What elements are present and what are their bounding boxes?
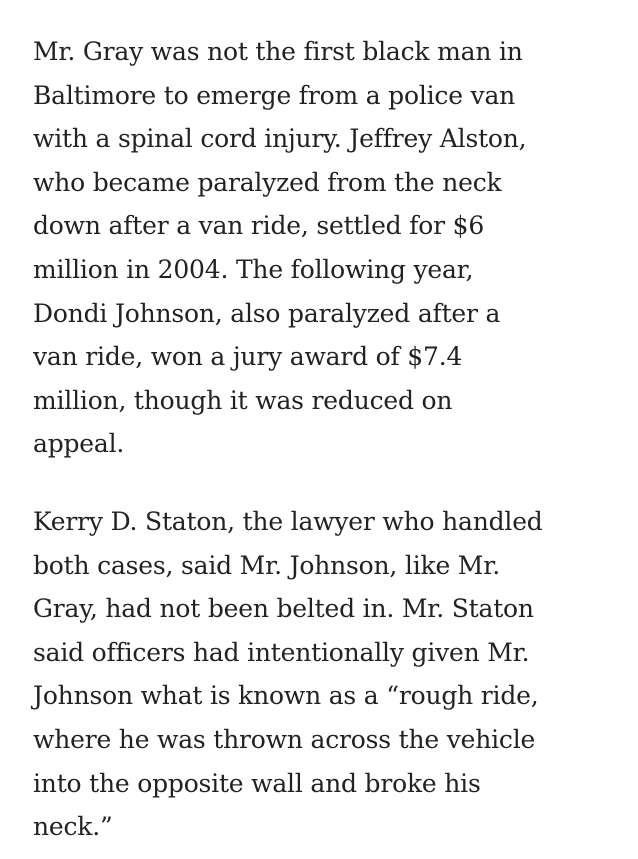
article-paragraph: Mr. Gray was not the first black man in Baltimore to emerge from a police van with a spinal cord injury. Jeffrey Alston, who became paralyzed from the neck down after a van ride, settled for $6 million in 2004. The following year, Dondi Johnson, also paralyzed after a van ride, won a jury award of $7.4 million, though it was reduced on appeal. — [33, 37, 527, 459]
article-paragraph: Kerry D. Staton, the lawyer who handled both cases, said Mr. Johnson, like Mr. Gray, had not been belted in. Mr. Staton said officers had intentionally given Mr. Johnson what is known as a “rough ride, where he was thrown across the vehicle into the opposite wall and broke his neck.” — [33, 506, 543, 842]
